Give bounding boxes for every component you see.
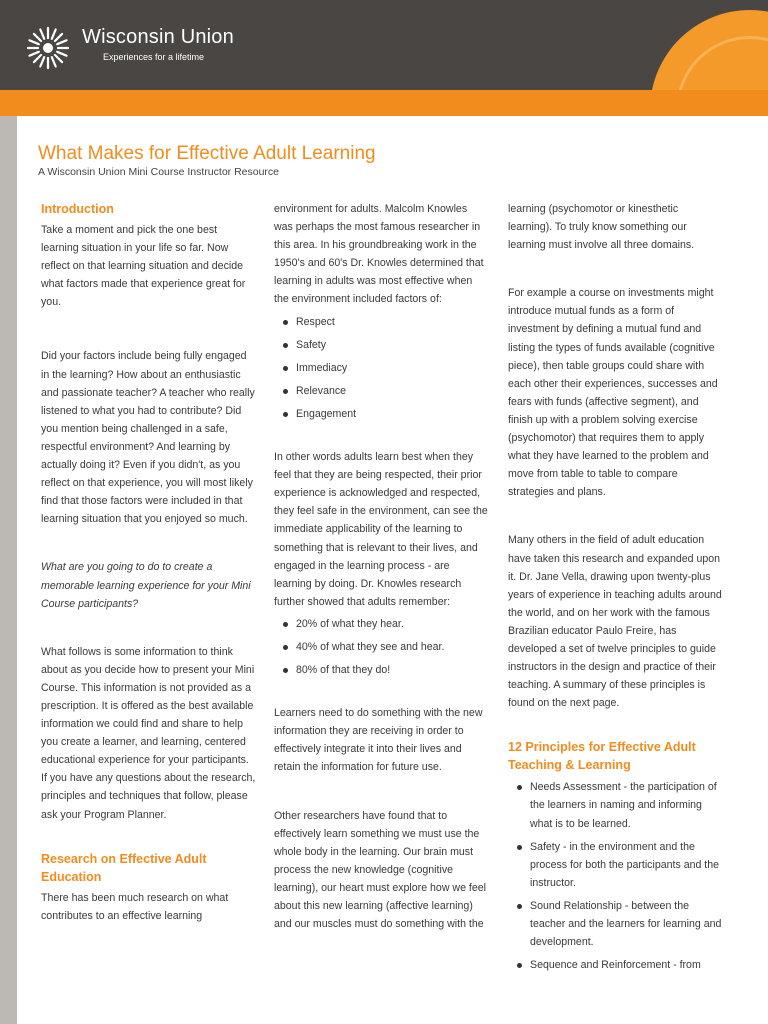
bullet-icon [283, 343, 288, 348]
bullet-icon [517, 904, 522, 909]
bullet-icon [283, 366, 288, 371]
paragraph: Other researchers have found that to effectively learn something we must use the whole body in the learning. Our brain must process the new knowledge (cognitive learning), our heart must explore how we feel about this new learning (affective learning) and our muscles must do something with the [274, 809, 486, 931]
section-heading-research: Research on Effective Adult Education [41, 851, 207, 884]
bullet-icon [283, 622, 288, 627]
paragraph: environment for adults. Malcolm Knowles was perhaps the most famous researcher in this area. In his groundbreaking work in the 1950's and 60's Dr. Knowles determined that learning in adults was most effective when the environment included factors of: [274, 203, 484, 306]
column-1 [41, 200, 257, 925]
page-title: What Makes for Effective Adult Learning [38, 143, 376, 164]
bullet-icon [283, 645, 288, 650]
list-item: 20% of what they hear. [274, 615, 488, 633]
page-subtitle: A Wisconsin Union Mini Course Instructor Resource [38, 166, 280, 178]
bullet-icon [517, 785, 522, 790]
sunburst-logo-icon [24, 24, 72, 72]
principles-list [508, 778, 722, 974]
bullet-icon [517, 845, 522, 850]
paragraph: For example a course on investments might introduce mutual funds as a form of investment by defining a mutual fund and listing the types of funds available (cognitive piece), then table groups could share with each other their experiences, successes and fears with funds (affective segment), and finish up with a problem solving exercise (psychomotor) that requires them to apply what they have learned to the problem and move from table to table to compare strategies and plans. [508, 287, 718, 499]
brand-name: Wisconsin Union [82, 26, 234, 48]
section-heading-12-principles: 12 Principles for Effective Adult Teaching & Learning [508, 740, 696, 773]
list-item: Respect [274, 313, 488, 331]
bullet-icon [283, 412, 288, 417]
list-item: 40% of what they see and hear. [274, 638, 488, 656]
paragraph: Learners need to do something with the new information they are receiving in order to effectively integrate it into their lives and retain the information for future use. [274, 707, 483, 774]
section-heading-introduction: Introduction [41, 202, 114, 216]
list-item: Relevance [274, 382, 488, 400]
header-accent-band [0, 90, 768, 116]
list-item: Needs Assessment - the participation of the learners in naming and informing what is to be learned. [508, 778, 722, 832]
list-item: Immediacy [274, 359, 488, 377]
left-margin-strip [0, 116, 17, 1024]
brand-tagline: Experiences for a lifetime [103, 52, 205, 62]
column-3 [508, 200, 722, 974]
question-paragraph: What are you going to do to create a memorable learning experience for your Mini Course participants? [41, 561, 251, 610]
factors-list [274, 313, 488, 423]
paragraph: What follows is some information to think about as you decide how to present your Mini Course. This information is not provided as a prescription. It is offered as the best available information we could find and share to help you create a learner, and learning, centered educational experience for your participants. If you have any questions about the research, principles and techniques that follow, please ask your Program Planner. [41, 645, 256, 821]
paragraph: learning (psychomotor or kinesthetic learning). To truly know something our learning must involve all three domains. [508, 203, 695, 252]
list-item: Safety - in the environment and the process for both the participants and the instructor. [508, 838, 722, 892]
bullet-icon [283, 389, 288, 394]
bullet-icon [283, 668, 288, 673]
bullet-icon [517, 963, 522, 968]
bullet-icon [283, 320, 288, 325]
paragraph: In other words adults learn best when they feel that they are being respected, their prior experience is acknowledged and respected, they feel safe in the environment, can see the immediate applicability of the learning to something that is relevant to their lives, and engaged in the learning process - are learning by doing. Dr. Knowles research further showed that adults remember: [274, 451, 488, 608]
paragraph: There has been much research on what contributes to an effective learning [41, 891, 229, 922]
list-item: Sequence and Reinforcement - from [508, 956, 722, 974]
paragraph: Did your factors include being fully engaged in the learning? How about an enthusiastic and passionate teacher? A teacher who really listened to what you had to contribute? Did you mention being challenged in a safe, respectful environment? And learning by actually doing it? Even if you didn't, as you reflect on that experience, you will most likely find that those factors were included in that learning situation that you enjoyed so much. [41, 350, 255, 526]
list-item: Engagement [274, 405, 488, 423]
remember-list [274, 615, 488, 679]
list-item: Safety [274, 336, 488, 354]
list-item: 80% of that they do! [274, 661, 488, 679]
list-item: Sound Relationship - between the teacher and the learners for learning and development. [508, 897, 722, 951]
paragraph: Take a moment and pick the one best learning situation in your life so far. Now reflect on that learning situation and decide what factors made that experience great for you. [41, 224, 246, 309]
paragraph: Many others in the field of adult education have taken this research and expanded upon it. Dr. Jane Vella, drawing upon twenty-plus years of experience in teaching adults around the world, and on her work with the famous Brazilian educator Paulo Freire, has developed a set of twelve principles to guide instructors in the design and practice of their teaching. A summary of these principles is found on the next page. [508, 534, 722, 710]
column-2 [274, 200, 488, 933]
header-bar [0, 0, 768, 90]
